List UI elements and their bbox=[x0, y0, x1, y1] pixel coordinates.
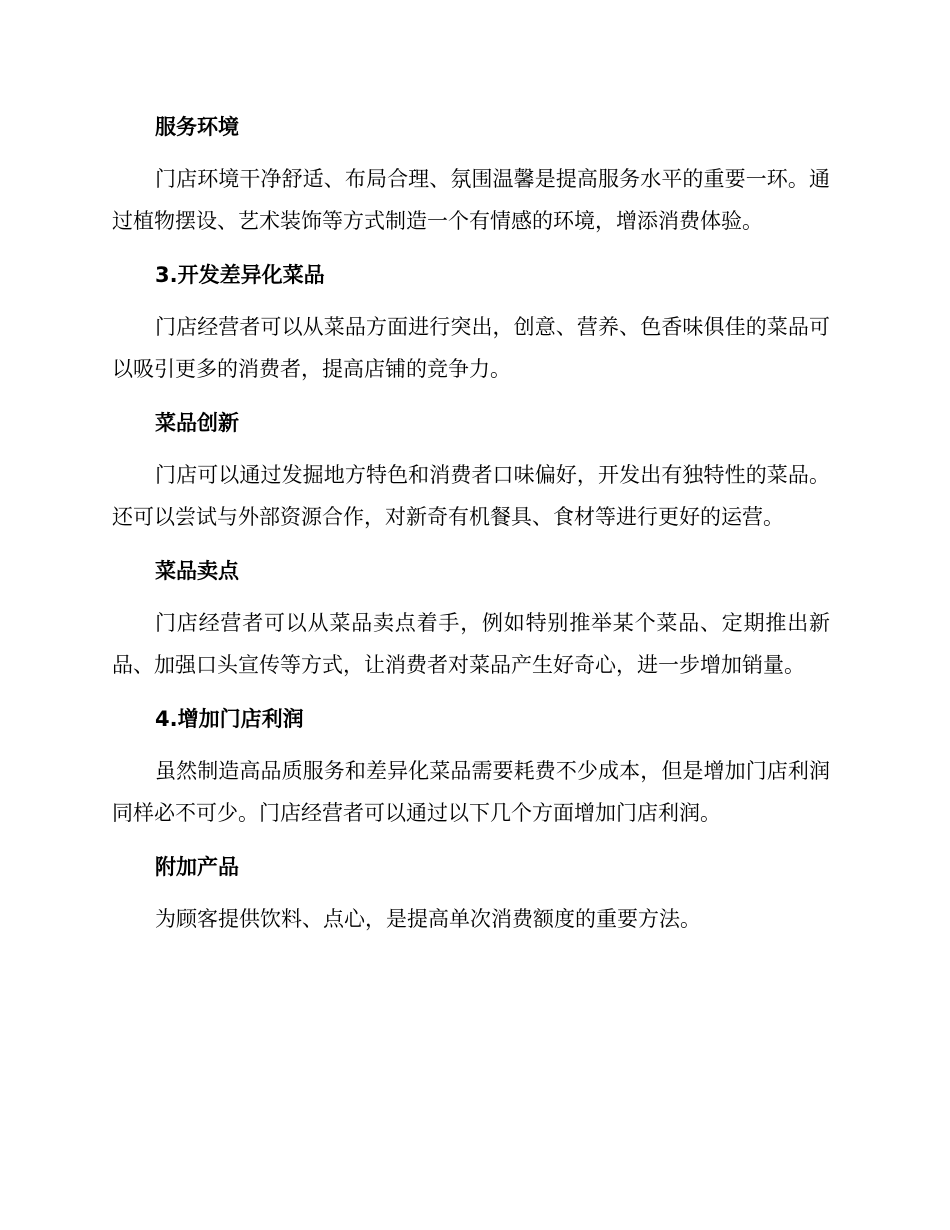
section-paragraph-additional-products: 为顾客提供饮料、点心，是提高单次消费额度的重要方法。 bbox=[155, 907, 701, 931]
document-page bbox=[112, 108, 830, 940]
section-heading-dish-innovation: 菜品创新 bbox=[155, 411, 239, 435]
section-heading-service-environment: 服务环境 bbox=[155, 115, 239, 139]
section-paragraph-differentiated-dishes: 门店经营者可以从菜品方面进行突出，创意、营养、色香味俱佳的菜品可以吸引更多的消费者，提高店铺的竞争力。 bbox=[112, 315, 830, 381]
section-heading-increase-profit: 4.增加门店利润 bbox=[155, 707, 304, 731]
section-heading-dish-selling-points: 菜品卖点 bbox=[155, 559, 239, 583]
section-paragraph-increase-profit: 虽然制造高品质服务和差异化菜品需要耗费不少成本，但是增加门店利润同样必不可少。门店经营者可以通过以下几个方面增加门店利润。 bbox=[112, 759, 830, 825]
section-heading-additional-products: 附加产品 bbox=[155, 855, 239, 879]
section-paragraph-service-environment: 门店环境干净舒适、布局合理、氛围温馨是提高服务水平的重要一环。通过植物摆设、艺术装饰等方式制造一个有情感的环境，增添消费体验。 bbox=[112, 167, 830, 233]
section-paragraph-dish-innovation: 门店可以通过发掘地方特色和消费者口味偏好，开发出有独特性的菜品。还可以尝试与外部资源合作，对新奇有机餐具、食材等进行更好的运营。 bbox=[112, 463, 830, 529]
section-paragraph-dish-selling-points: 门店经营者可以从菜品卖点着手，例如特别推举某个菜品、定期推出新品、加强口头宣传等方式，让消费者对菜品产生好奇心，进一步增加销量。 bbox=[112, 611, 830, 677]
section-heading-differentiated-dishes: 3.开发差异化菜品 bbox=[155, 263, 325, 287]
